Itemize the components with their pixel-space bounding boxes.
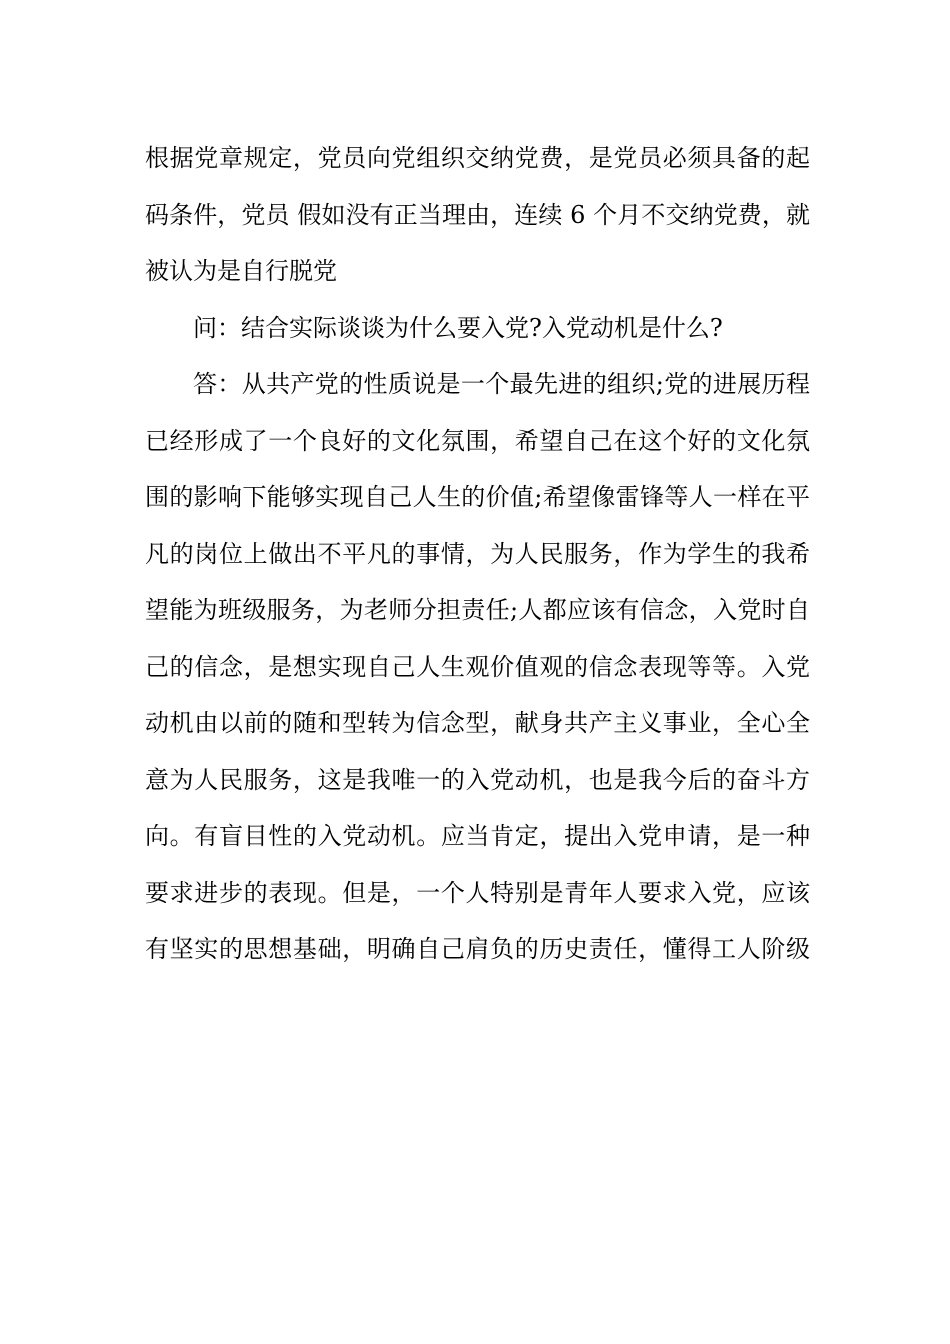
text-line: 码条件，党员 假如没有正当理由，连续 6 个月不交纳党费，就 [145,200,810,229]
text-line: 围的影响下能够实现自己人生的价值;希望像雷锋等人一样在平 [145,483,810,511]
text-line: 凡的岗位上做出不平凡的事情，为人民服务，作为学生的我希 [145,539,810,568]
answer-line: 答：从共产党的性质说是一个最先进的组织;党的进展历程 [193,370,810,398]
text-line: 望能为班级服务，为老师分担责任;人都应该有信念，入党时自 [145,596,810,624]
body-text [145,130,810,978]
text-line: 动机由以前的随和型转为信念型，献身共产主义事业，全心全 [145,709,810,737]
text-line: 已经形成了一个良好的文化氛围，希望自己在这个好的文化氛 [145,426,810,455]
text-line: 己的信念，是想实现自己人生观价值观的信念表现等等。入党 [145,652,810,681]
text-line: 根据党章规定，党员向党组织交纳党费，是党员必须具备的起 [145,144,810,172]
text-line: 有坚实的思想基础，明确自己肩负的历史责任，懂得工人阶级 [145,935,810,963]
question-line: 问：结合实际谈谈为什么要入党?入党动机是什么? [193,313,723,342]
text-line: 意为人民服务，这是我唯一的入党动机，也是我今后的奋斗方 [145,765,810,794]
text-line: 被认为是自行脱党 [145,257,337,285]
text-line: 要求进步的表现。但是，一个人特别是青年人要求入党，应该 [145,878,810,907]
text-line: 向。有盲目性的入党动机。应当肯定，提出入党申请，是一种 [145,822,810,850]
